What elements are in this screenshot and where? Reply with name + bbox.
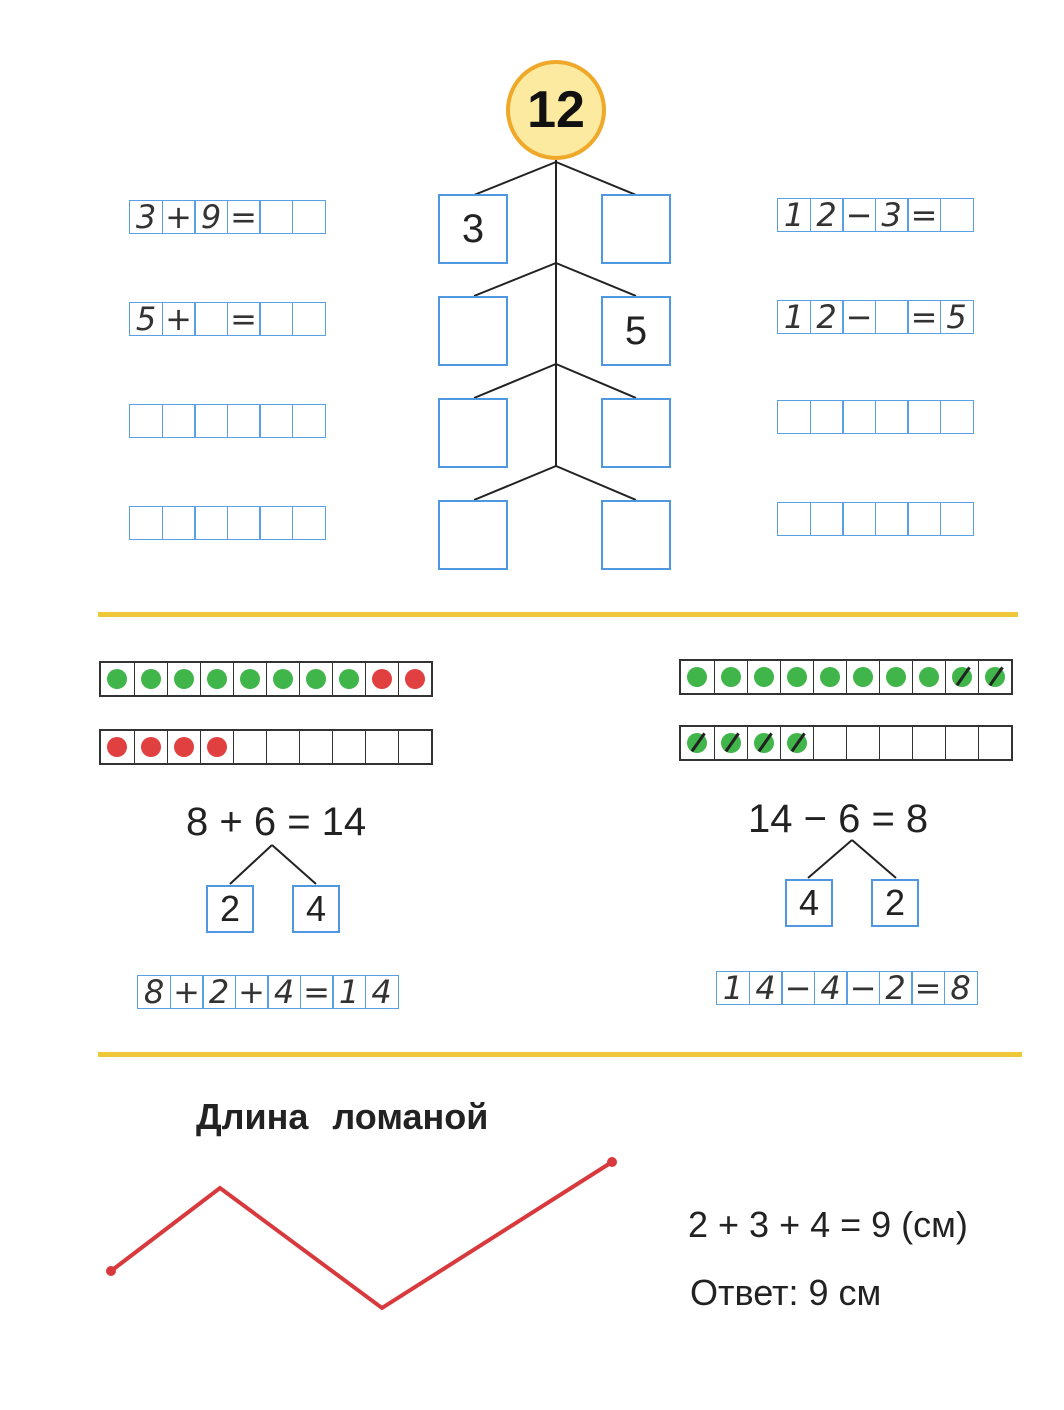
cell[interactable]: 2 [202, 975, 236, 1009]
cell[interactable]: 2 [879, 971, 913, 1005]
cell[interactable]: 1 [777, 198, 811, 232]
subtraction-written-row [716, 971, 978, 1005]
dot-strip-add-top [99, 661, 433, 697]
cell[interactable]: 1 [716, 971, 750, 1005]
strip-cell [681, 661, 714, 693]
green-dot [721, 667, 741, 687]
strip-cell [266, 731, 299, 763]
red-dot [107, 737, 127, 757]
strip-cell [780, 661, 813, 693]
strip-cell [134, 663, 167, 695]
cell[interactable]: 2 [810, 300, 844, 334]
tree-right-box-1[interactable] [601, 194, 671, 264]
polyline-equation: 2 + 3 + 4 = 9 (см) [688, 1204, 968, 1245]
cell[interactable] [129, 506, 163, 540]
cell[interactable] [259, 506, 293, 540]
top-number-circle: 12 [506, 60, 606, 160]
cell[interactable] [227, 404, 261, 438]
sub-split-box-2[interactable]: 2 [871, 879, 919, 927]
cell[interactable] [940, 502, 974, 536]
strip-cell [945, 661, 978, 693]
strip-cell [747, 727, 780, 759]
tree-right-box-2[interactable]: 5 [601, 296, 671, 366]
tree-right-box-4[interactable] [601, 500, 671, 570]
strip-cell [101, 731, 134, 763]
cell[interactable]: = [227, 200, 261, 234]
green-dot [339, 669, 359, 689]
strip-cell [200, 731, 233, 763]
cell[interactable] [810, 502, 844, 536]
strip-cell [714, 661, 747, 693]
cell[interactable]: 9 [194, 200, 228, 234]
cell[interactable]: + [235, 975, 269, 1009]
strip-cell [879, 727, 912, 759]
addition-row-4 [129, 506, 326, 540]
dot-strip-sub-top [679, 659, 1013, 695]
tree-right-box-3[interactable] [601, 398, 671, 468]
strip-cell [299, 731, 332, 763]
strip-cell [167, 731, 200, 763]
subtraction-equation: 14 − 6 = 8 [748, 797, 929, 841]
addition-row-2 [129, 302, 326, 336]
strip-cell [299, 663, 332, 695]
strip-cell [714, 727, 747, 759]
green-dot [207, 669, 227, 689]
strip-cell [846, 727, 879, 759]
cell[interactable]: 4 [814, 971, 848, 1005]
red-dot [207, 737, 227, 757]
cell[interactable] [259, 404, 293, 438]
cell[interactable] [292, 302, 326, 336]
cell[interactable]: − [846, 971, 880, 1005]
green-dot [886, 667, 906, 687]
cell[interactable] [940, 198, 974, 232]
red-dot [405, 669, 425, 689]
section-divider-2 [98, 1052, 1022, 1057]
strip-cell [978, 727, 1011, 759]
cell[interactable] [810, 400, 844, 434]
green-dot [919, 667, 939, 687]
strip-cell [233, 663, 266, 695]
strip-cell [780, 727, 813, 759]
cell[interactable]: 3 [129, 200, 163, 234]
strip-cell [978, 661, 1011, 693]
cell[interactable]: = [911, 971, 945, 1005]
cell[interactable] [292, 506, 326, 540]
cell[interactable] [162, 404, 196, 438]
polyline-answer: Ответ: 9 см [690, 1272, 882, 1313]
split-lines [230, 840, 896, 884]
cell[interactable] [875, 400, 909, 434]
cell[interactable]: + [162, 200, 196, 234]
green-dot [141, 669, 161, 689]
cell[interactable]: = [300, 975, 334, 1009]
cell[interactable]: 8 [137, 975, 171, 1009]
strip-cell [398, 663, 431, 695]
cell[interactable] [194, 506, 228, 540]
addition-equation: 8 + 6 = 14 [186, 800, 367, 844]
strip-cell [398, 731, 431, 763]
cell[interactable] [227, 506, 261, 540]
dot-strip-sub-bottom [679, 725, 1013, 761]
cell[interactable] [875, 502, 909, 536]
subtraction-row-3 [777, 400, 974, 434]
subtraction-row-4 [777, 502, 974, 536]
cell[interactable]: 4 [267, 975, 301, 1009]
red-dot [174, 737, 194, 757]
cell[interactable]: 5 [940, 300, 974, 334]
dot-strip-add-bottom [99, 729, 433, 765]
add-split-box-1[interactable]: 2 [206, 885, 254, 933]
cell[interactable]: 5 [129, 302, 163, 336]
cell[interactable] [259, 200, 293, 234]
cell[interactable]: 2 [810, 198, 844, 232]
addition-row-1 [129, 200, 326, 234]
sub-split-box-1[interactable]: 4 [785, 879, 833, 927]
subtraction-row-2 [777, 300, 974, 334]
cell[interactable] [194, 404, 228, 438]
cell[interactable] [842, 400, 876, 434]
strip-cell [167, 663, 200, 695]
strip-cell [332, 663, 365, 695]
strip-cell [813, 661, 846, 693]
cell[interactable]: + [162, 302, 196, 336]
strip-cell [200, 663, 233, 695]
strip-cell [879, 661, 912, 693]
strip-cell [912, 727, 945, 759]
cell[interactable]: 1 [777, 300, 811, 334]
strip-cell [912, 661, 945, 693]
cell[interactable] [875, 300, 909, 334]
strip-cell [266, 663, 299, 695]
subtraction-row-1 [777, 198, 974, 232]
strip-cell [233, 731, 266, 763]
strip-cell [681, 727, 714, 759]
section-divider-1 [98, 612, 1018, 617]
red-dot [141, 737, 161, 757]
green-dot [853, 667, 873, 687]
cell[interactable]: − [842, 198, 876, 232]
cell[interactable]: = [907, 300, 941, 334]
cell[interactable]: 4 [365, 975, 399, 1009]
green-dot [240, 669, 260, 689]
cell[interactable] [940, 400, 974, 434]
cell[interactable] [907, 502, 941, 536]
cell[interactable] [259, 302, 293, 336]
add-split-box-2[interactable]: 4 [292, 885, 340, 933]
cell[interactable] [162, 506, 196, 540]
cell[interactable]: + [170, 975, 204, 1009]
strip-cell [134, 731, 167, 763]
cell[interactable]: 8 [944, 971, 978, 1005]
strip-cell [813, 727, 846, 759]
strip-cell [846, 661, 879, 693]
cell[interactable] [292, 404, 326, 438]
cell[interactable]: − [781, 971, 815, 1005]
tree-left-box-1[interactable]: 3 [438, 194, 508, 264]
cell[interactable]: = [907, 198, 941, 232]
strip-cell [101, 663, 134, 695]
red-dot [372, 669, 392, 689]
cell[interactable] [129, 404, 163, 438]
green-dot [174, 669, 194, 689]
tree-left-box-4[interactable] [438, 500, 508, 570]
cell[interactable]: 1 [332, 975, 366, 1009]
cell[interactable]: 3 [875, 198, 909, 232]
addition-row-3 [129, 404, 326, 438]
green-dot [754, 667, 774, 687]
tree-left-box-2[interactable] [438, 296, 508, 366]
green-dot [787, 667, 807, 687]
cell[interactable] [842, 502, 876, 536]
cell[interactable]: − [842, 300, 876, 334]
green-dot [820, 667, 840, 687]
green-dot [273, 669, 293, 689]
strip-cell [945, 727, 978, 759]
cell[interactable] [194, 302, 228, 336]
strip-cell [365, 663, 398, 695]
polyline-figure [106, 1157, 617, 1308]
cell[interactable] [907, 400, 941, 434]
strip-cell [332, 731, 365, 763]
strip-cell [747, 661, 780, 693]
cell[interactable] [292, 200, 326, 234]
green-dot [306, 669, 326, 689]
green-dot [687, 667, 707, 687]
cell[interactable] [777, 502, 811, 536]
tree-left-box-3[interactable] [438, 398, 508, 468]
cell[interactable]: 4 [749, 971, 783, 1005]
strip-cell [365, 731, 398, 763]
addition-written-row [137, 975, 399, 1009]
green-dot [107, 669, 127, 689]
cell[interactable] [777, 400, 811, 434]
polyline-title: Длина ломаной [196, 1096, 489, 1137]
cell[interactable]: = [227, 302, 261, 336]
